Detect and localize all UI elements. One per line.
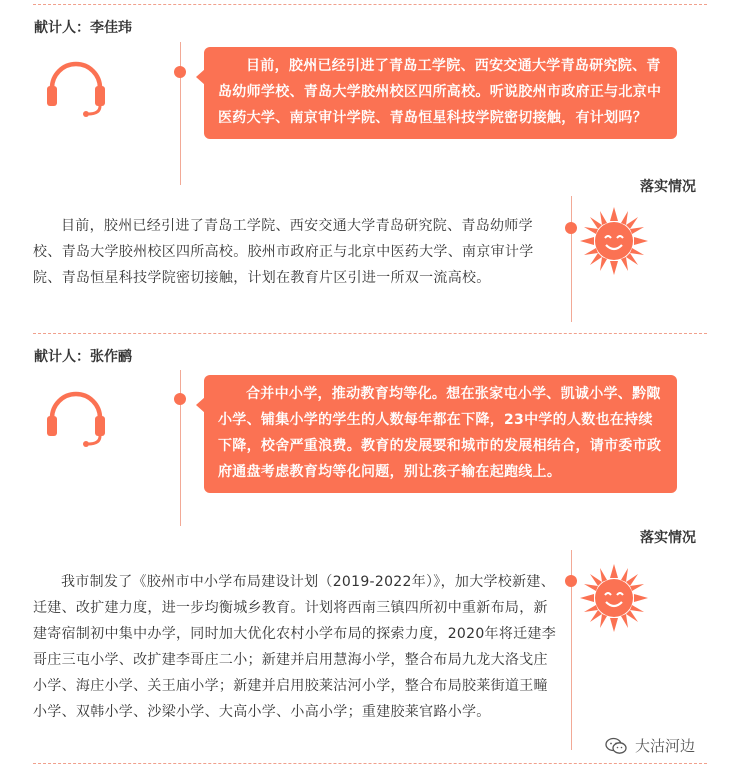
divider-bottom <box>33 763 707 764</box>
timeline-line <box>571 196 572 322</box>
status-label: 落实情况 <box>640 179 696 195</box>
brand-name: 大沽河边 <box>635 737 696 755</box>
sun-icon <box>578 205 650 277</box>
headphones-icon <box>40 52 112 124</box>
sun-icon <box>578 562 650 634</box>
wechat-icon <box>605 737 627 755</box>
answer-text: 目前，胶州已经引进了青岛工学院、西安交通大学青岛研究院、青岛幼师学校、青岛大学胶州校区四所高校。胶州市政府正与北京中医药大学、南京审计学院、青岛恒星科技学院密切接触，计划在教育片区引进一所双一流高校。 <box>33 218 534 286</box>
timeline-dot <box>174 393 186 405</box>
question-text: 目前，胶州已经引进了青岛工学院、西安交通大学青岛研究院、青岛幼师学校、青岛大学胶州校区四所高校。听说胶州市政府正与北京中医药大学、南京审计学院、青岛恒星科技学院密切接触，有计划吗？ <box>218 58 662 126</box>
question-bubble <box>204 375 677 493</box>
divider-top <box>33 4 707 5</box>
brand-watermark <box>605 735 695 756</box>
timeline-dot <box>565 575 577 587</box>
proposer-name: 献计人：张作鹂 <box>34 349 132 365</box>
timeline-line <box>180 42 181 185</box>
answer-text: 我市制发了《胶州市中小学布局建设计划（2019-2022年）》，加大学校新建、迁建、改扩建力度，进一步均衡城乡教育。计划将西南三镇四所初中重新布局，新建寄宿制初中集中办学，同时加大优化农村小学布局的探索力度，2020年将迁建李哥庄三屯小学、改扩建李哥庄二小；新建并启用慧海小学，整合布局九龙大洛戈庄小学、海庄小学、关王庙小学；新建并启用胶莱沽河小学，整合布局胶莱街道王疃小学、双韩小学、沙梁小学、大高小学、小高小学；重建胶莱官路小学。 <box>33 574 557 720</box>
divider <box>33 333 707 334</box>
headphones-icon <box>40 382 112 454</box>
timeline-dot <box>565 222 577 234</box>
status-label: 落实情况 <box>640 530 696 546</box>
proposer-name: 献计人：李佳玮 <box>34 20 132 36</box>
timeline-dot <box>174 66 186 78</box>
question-text: 合并中小学，推动教育均等化。想在张家屯小学、凯诚小学、黔陬小学、铺集小学的学生的人数每年都在下降，23中学的人数也在持续下降，校舍严重浪费。教育的发展要和城市的发展相结合，请市委市政府通盘考虑教育均等化问题，别让孩子输在起跑线上。 <box>218 386 662 480</box>
question-bubble <box>204 47 677 139</box>
